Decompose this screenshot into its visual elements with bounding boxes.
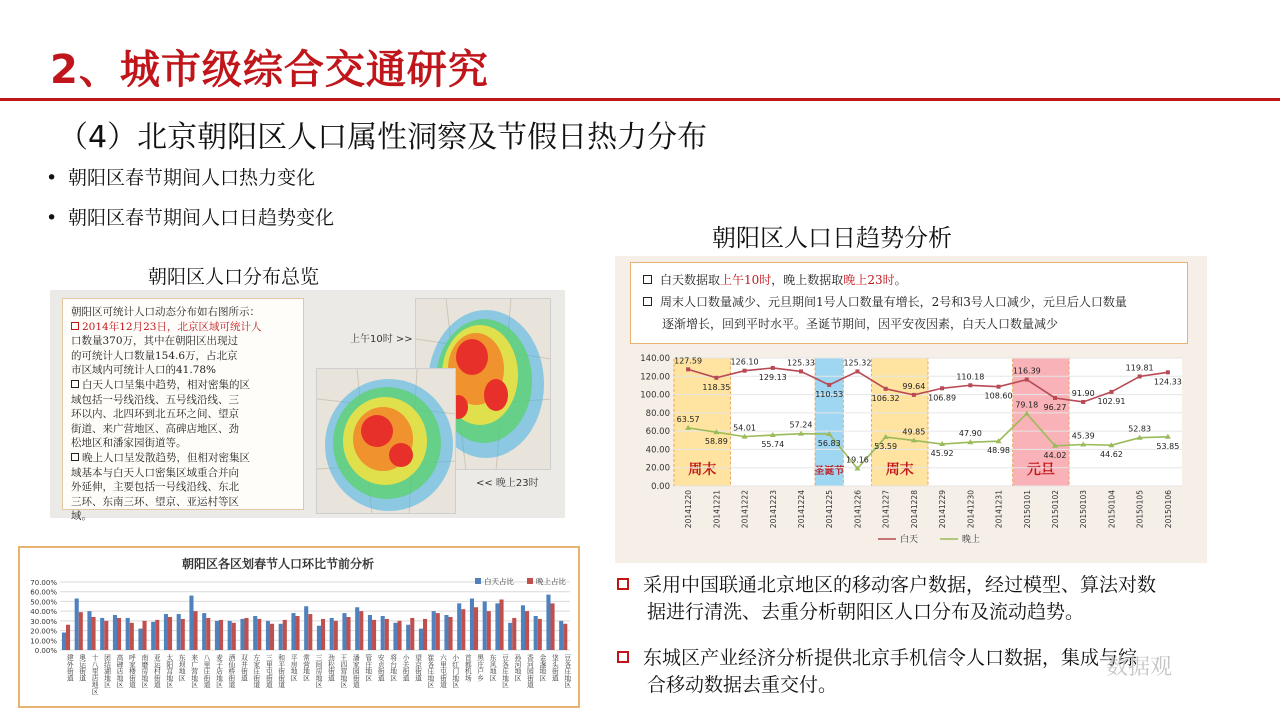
note-line: 朝阳区可统计人口动态分布如右图所示： [71,306,260,318]
bullet-item [46,163,315,190]
x-tick-label: 黑庄户乡 [475,654,484,682]
bar [432,611,436,650]
square-bullet-icon [617,651,629,663]
data-label: 110.53 [815,389,844,399]
x-tick-label: 安贞街道 [376,654,385,682]
x-tick-label: 呼家楼街道 [127,654,136,688]
bar [257,619,261,650]
bar [228,621,232,650]
bar [215,621,219,650]
x-tick-label: 豆各庄地区 [562,654,571,688]
right-bullet-text: 合移动数据去重交付。 [647,674,838,696]
bar [534,616,538,650]
data-label: 119.81 [1125,363,1154,373]
trend-note-box [630,262,1188,344]
note-line: 域。 [71,510,92,523]
bar [474,607,478,650]
x-tick-label: 小红门地区 [450,654,459,688]
x-tick-label: 东坝地区 [177,654,186,682]
data-label: 57.24 [789,420,813,430]
bar [563,624,567,650]
data-label: 129.13 [758,372,787,382]
bar [79,612,83,650]
bar-chart [20,548,578,706]
x-tick-label: 首都机场 [463,654,472,682]
x-tick-label: 20141223 [768,490,778,529]
x-tick-label: 三里屯街道 [264,654,273,688]
y-tick-label: 60.00% [30,588,57,597]
bar [483,601,487,650]
bar [346,617,350,650]
bar [91,617,95,650]
data-point [827,383,831,387]
bullet-text: 朝阳区春节期间人口热力变化 [68,167,316,189]
bar [495,603,499,650]
data-label: 56.83 [817,439,841,449]
x-tick-label: 20141228 [909,490,919,529]
checkbox-icon [643,297,652,306]
legend-label: 白天 [900,535,919,545]
right-bullet-text: 东城区产业经济分析提供北京手机信令人口数据，集成与综 [643,647,1138,669]
data-point [771,366,775,370]
data-point [1138,374,1142,378]
y-tick-label: 20.00 [645,463,670,474]
bar [359,611,363,650]
bar [164,614,168,650]
bar [508,623,512,650]
x-tick-label: 来广营地区 [189,654,198,688]
map-label-day: 上午10时 >> [350,334,413,345]
bar [436,613,440,650]
data-label: 45.92 [930,449,954,459]
data-label: 48.98 [987,446,1011,456]
bar [126,618,130,650]
bar [75,599,79,650]
highlight-label: 周末 [885,462,914,478]
checkbox-icon [71,322,79,330]
y-tick-label: 20.00% [30,627,57,636]
x-tick-label: 劲松街道 [326,654,335,682]
x-tick-label: 十八里店地区 [90,654,99,695]
data-label: 99.64 [902,381,926,391]
legend-swatch [527,578,533,584]
bar [87,611,91,650]
y-tick-label: 70.00% [30,579,57,587]
x-tick-label: 20141225 [825,490,835,529]
bar [457,603,461,650]
x-tick-label: 20141222 [740,490,750,529]
data-point [1025,378,1029,382]
bar [168,617,172,650]
bar [368,615,372,650]
data-label: 44.62 [1099,450,1123,460]
note-line: 的可统计人口数量154.6万，占北京 [71,349,238,362]
bar [279,624,283,650]
bar [62,633,66,650]
bar [546,595,550,650]
x-tick-label: 20150103 [1079,490,1089,529]
map-label-night: << 晚上23时 [476,478,539,489]
data-label: 125.33 [787,358,815,368]
x-tick-label: 麦子店地区 [214,654,223,688]
data-label: 63.57 [676,414,700,424]
bar [423,619,427,650]
x-tick-label: 酒仙桥街道 [226,654,235,688]
bar [521,605,525,650]
data-label: 91.90 [1071,388,1095,398]
bar [189,596,193,650]
x-tick-label: 亚运村街道 [152,654,161,688]
bar [151,622,155,650]
bullet-dot-icon: • [46,167,58,189]
y-tick-label: 30.00% [30,617,57,626]
right-bullet-text: 采用中国联通北京地区的移动客户数据，经过模型、算法对数 [643,574,1157,596]
note-line: 街道、来广营地区、高碑店地区、劲 [71,422,239,435]
note-line: 域基本与白天人口密集区域重合并向 [71,466,239,479]
data-label: 45.39 [1071,431,1095,441]
x-tick-label: 20141226 [853,490,863,529]
bar [550,603,554,650]
bar [321,619,325,650]
data-label: 19.16 [845,455,869,465]
note-line: 域包括一号线沿线、五号线沿线、三 [71,393,239,406]
data-label: 96.27 [1043,402,1067,412]
bar [155,620,159,650]
slide-title: 2、城市级综合交通研究 [50,47,489,93]
y-tick-label: 0.00% [34,647,57,655]
bar [385,619,389,650]
highlight-label: 周末 [688,462,717,478]
legend-swatch [475,578,481,584]
bar [330,618,334,650]
right-bullet [617,572,1257,626]
bar [240,619,244,650]
bar [244,618,248,650]
data-point [743,369,747,373]
x-tick-label: 20150102 [1051,490,1060,529]
data-label: 106.89 [928,393,957,403]
x-tick-label: 香河园街道 [525,654,534,688]
bar [444,615,448,650]
bar [525,611,529,650]
note-line: 白天人口呈集中趋势，相对密集的区 [71,378,295,393]
data-point [1109,390,1113,394]
data-label: 125.32 [843,358,872,368]
legend-label: 晚上占比 [536,577,566,586]
x-tick-label: 金盏地区 [537,654,546,682]
bullet-text: 朝阳区春节期间人口日趋势变化 [68,207,335,229]
bar [512,618,516,650]
x-tick-label: 垡头街道 [550,654,559,682]
data-label: 44.02 [1043,450,1067,460]
bar [538,619,542,650]
bar [559,621,563,650]
bar [448,617,452,650]
checkbox-icon [643,275,652,284]
x-tick-label: 和平街街道 [276,654,285,688]
y-tick-label: 140.00 [640,354,670,364]
highlight-label: 元旦 [1026,462,1055,478]
data-label: 102.91 [1097,396,1126,406]
data-label: 58.89 [704,437,728,447]
bar [499,599,503,650]
trend-note-line: 周末人口数量减少、元旦期间1号人口数量有增长，2号和3号人口减少，元旦后人口数量 [643,291,1175,313]
x-tick-label: 建外街道 [65,654,74,682]
x-tick-label: 王四营地区 [338,654,347,688]
data-label: 55.74 [761,440,785,450]
x-tick-label: 南磨房地区 [139,654,148,688]
data-label: 53.59 [874,442,898,452]
x-tick-label: 20150106 [1163,490,1173,529]
legend-label: 白天占比 [484,577,514,586]
bar [138,629,142,650]
map-panel-title: 朝阳区人口分布总览 [148,266,320,288]
x-tick-label: 高碑店地区 [114,654,123,688]
right-bullet-text: 据进行清洗、去重分析朝阳区人口分布及流动趋势。 [647,601,1085,623]
data-label: 79.18 [1015,400,1039,410]
bar [487,611,491,650]
data-point [912,393,916,397]
bar [461,609,465,650]
note-line: 2014年12月23日，北京区域可统计人 [71,320,295,335]
y-tick-label: 80.00 [645,408,670,419]
data-point [940,386,944,390]
bullet-item [46,203,334,230]
x-tick-label: 八里庄街道 [202,654,211,688]
data-point [1081,400,1085,404]
highlight-label: 圣诞节 [814,466,845,477]
bar [142,621,146,650]
bar [66,625,70,650]
bar [270,624,274,650]
bar [232,623,236,650]
data-label: 49.85 [902,427,926,437]
note-line: 口数量370万，其中在朝阳区出现过 [71,335,239,348]
bar [393,623,397,650]
data-label: 124.33 [1153,377,1182,387]
data-point [799,369,803,373]
data-point [884,387,888,391]
bar [308,614,312,650]
bar [295,616,299,650]
note-line: 松地区和潘家园街道等。 [71,437,187,450]
data-point [1053,396,1057,400]
x-tick-label: 常营地区 [301,654,310,682]
data-point [1166,370,1170,374]
square-bullet-icon [617,578,629,590]
x-tick-label: 双井街道 [239,654,248,682]
x-tick-label: 太阳宫地区 [164,654,173,688]
checkbox-icon [71,453,79,461]
x-tick-label: 潘家园街道 [351,654,360,688]
y-tick-label: 100.00 [640,390,670,401]
data-point [714,376,718,380]
y-tick-label: 40.00% [30,608,57,617]
note-line: 市区域内可统计人口的41.78% [71,364,217,377]
x-tick-label: 三间房地区 [314,654,322,688]
bar [397,621,401,650]
y-tick-label: 120.00 [640,372,670,383]
data-label: 110.18 [956,372,985,382]
x-tick-label: 20141230 [966,490,976,529]
data-point [855,369,859,373]
bar [181,619,185,650]
data-label: 116.39 [1012,366,1041,376]
bar [100,618,104,650]
bar [104,621,108,650]
x-tick-label: 20141221 [712,490,722,529]
data-label: 106.32 [871,393,900,403]
x-tick-label: 崔各庄地区 [425,654,434,688]
data-label: 52.83 [1128,424,1152,434]
y-tick-label: 40.00 [645,445,670,456]
trend-note-line: 逐渐增长，回到平时水平。圣诞节期间，因平安夜因素，白天人口数量减少 [662,317,1059,331]
data-label: 108.60 [984,391,1013,401]
bar [283,620,287,650]
bar [406,625,410,650]
note-line: 外延伸，主要包括一号线沿线、东北 [71,481,239,494]
bar [113,615,117,650]
data-point [968,383,972,387]
data-label: 54.01 [733,423,757,433]
x-tick-label: 孙河地区 [513,654,522,682]
watermark: 数据观 [1106,655,1173,680]
data-label: 47.90 [958,429,982,439]
y-tick-label: 50.00% [30,598,57,607]
bar [470,599,474,650]
x-tick-label: 豆各庄地区 [500,654,509,688]
bar [304,606,308,650]
trend-note-line: 白天数据取上午10时，晚上数据取晚上23时。 [643,269,1175,291]
bar-chart-title: 朝阳区各区划春节人口环比节前分析 [181,557,375,571]
map-note-box [62,298,304,523]
y-tick-label: 60.00 [645,427,670,438]
bar [202,613,206,650]
bar [317,626,321,650]
bar [253,616,257,650]
note-line: 晚上人口呈发散趋势，但相对密集区 [71,451,295,466]
trend-panel-title: 朝阳区人口日趋势分析 [712,224,952,252]
data-label: 118.35 [702,382,731,392]
trend-line-chart [628,350,1190,550]
x-tick-label: 奥运街道 [77,654,86,682]
x-tick-label: 六里屯街道 [438,654,447,688]
x-tick-label: 平房地区 [289,654,298,682]
x-tick-label: 20150104 [1107,490,1117,529]
x-tick-label: 20141224 [797,490,806,529]
bullet-dot-icon: • [46,207,58,229]
x-tick-label: 团结湖地区 [102,654,111,688]
data-point [686,367,690,371]
bar [372,620,376,650]
bar [291,613,295,650]
title-divider [0,98,1280,101]
x-tick-label: 东风地区 [488,654,497,682]
note-line: 环以内、北四环到北五环之间、望京 [71,408,239,421]
x-tick-label: 将台地区 [388,654,397,682]
bar [219,620,223,650]
x-tick-label: 20150101 [1022,490,1032,529]
bar [334,621,338,650]
bar [177,614,181,650]
x-tick-label: 左家庄街道 [251,654,260,688]
x-tick-label: 20141227 [881,490,891,529]
bar [193,611,197,650]
bar [130,623,134,650]
x-tick-label: 20141220 [684,490,694,529]
y-tick-label: 10.00% [30,637,57,646]
data-point [997,385,1001,389]
note-line: 三环、东南三环、望京、亚运村等区 [71,495,239,508]
bar [117,618,121,650]
bar [355,607,359,650]
data-label: 126.10 [730,357,759,367]
bar [410,618,414,650]
heatmap-night-image [316,368,456,514]
x-tick-label: 望京街道 [413,654,422,682]
bar [419,629,423,650]
x-tick-label: 20150105 [1135,490,1145,529]
bar [381,616,385,650]
legend-label: 晚上 [962,535,981,545]
y-tick-label: 0.00 [651,482,670,492]
checkbox-icon [71,380,79,388]
data-label: 53.85 [1156,441,1180,451]
bar [266,621,270,650]
x-tick-label: 20141231 [994,490,1004,529]
bar [206,618,210,650]
x-tick-label: 管庄地区 [363,654,372,682]
slide-subtitle: （4）北京朝阳区人口属性洞察及节假日热力分布 [58,120,708,155]
x-tick-label: 20141229 [938,490,948,529]
data-label: 127.59 [674,356,703,366]
bar [342,613,346,650]
x-tick-label: 小关街道 [401,654,410,682]
